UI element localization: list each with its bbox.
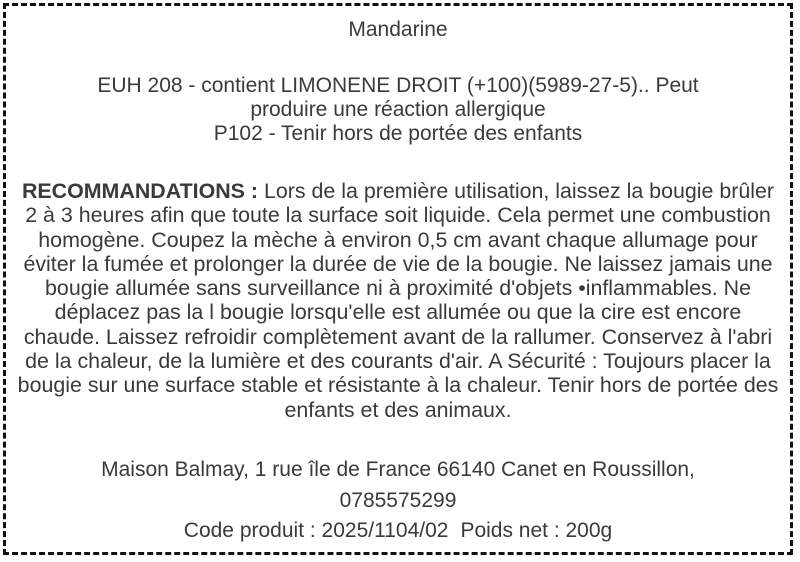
product-label [3, 3, 793, 555]
recommendations-heading: RECOMMANDATIONS : [21, 179, 259, 203]
product-title: Mandarine [348, 18, 448, 41]
hazard-line: P102 - Tenir hors de portée des enfants [213, 122, 583, 145]
net-weight: Poids net : 200g [460, 519, 613, 542]
hazard-line: EUH 208 - contient LIMONENE DROIT (+100)(5989-27-5).. Peut [97, 74, 699, 97]
manufacturer-address: Maison Balmay, 1 rue île de France 66140 Canet en Roussillon, [101, 458, 695, 481]
hazard-line: produire une réaction allergique [250, 98, 546, 121]
product-code: Code produit : 2025/1104/02 [183, 519, 449, 542]
recommendations-paragraph [6, 179, 790, 422]
product-footer [6, 519, 790, 543]
hazard-statements [6, 74, 790, 146]
recommendations-text: Lors de la première utilisation, laissez la bougie brûler 2 à 3 heures afin que toute la surface soit liquide. Cela permet une combustion homogène. Coupez la mèche à environ 0,5 cm avant chaque allumage pour éviter la fumée et prolonger la durée de vie de la bougie. Ne laissez jamais une bougie allumée sans surveillance ni à proximité d'objets •inflammables. Ne déplacez pas la l bougie lorsqu'elle est allumée ou que la cire est encore chaude. Laissez refroidir complètement avant de la rallumer. Conservez à l'abri de la chaleur, de la lumière et des courants d'air. A Sécurité : Toujours placer la bougie sur une surface stable et résistante à la chaleur. Tenir hors de portée des enfants et des animaux. [17, 179, 779, 422]
manufacturer-phone: 0785575299 [339, 489, 457, 512]
